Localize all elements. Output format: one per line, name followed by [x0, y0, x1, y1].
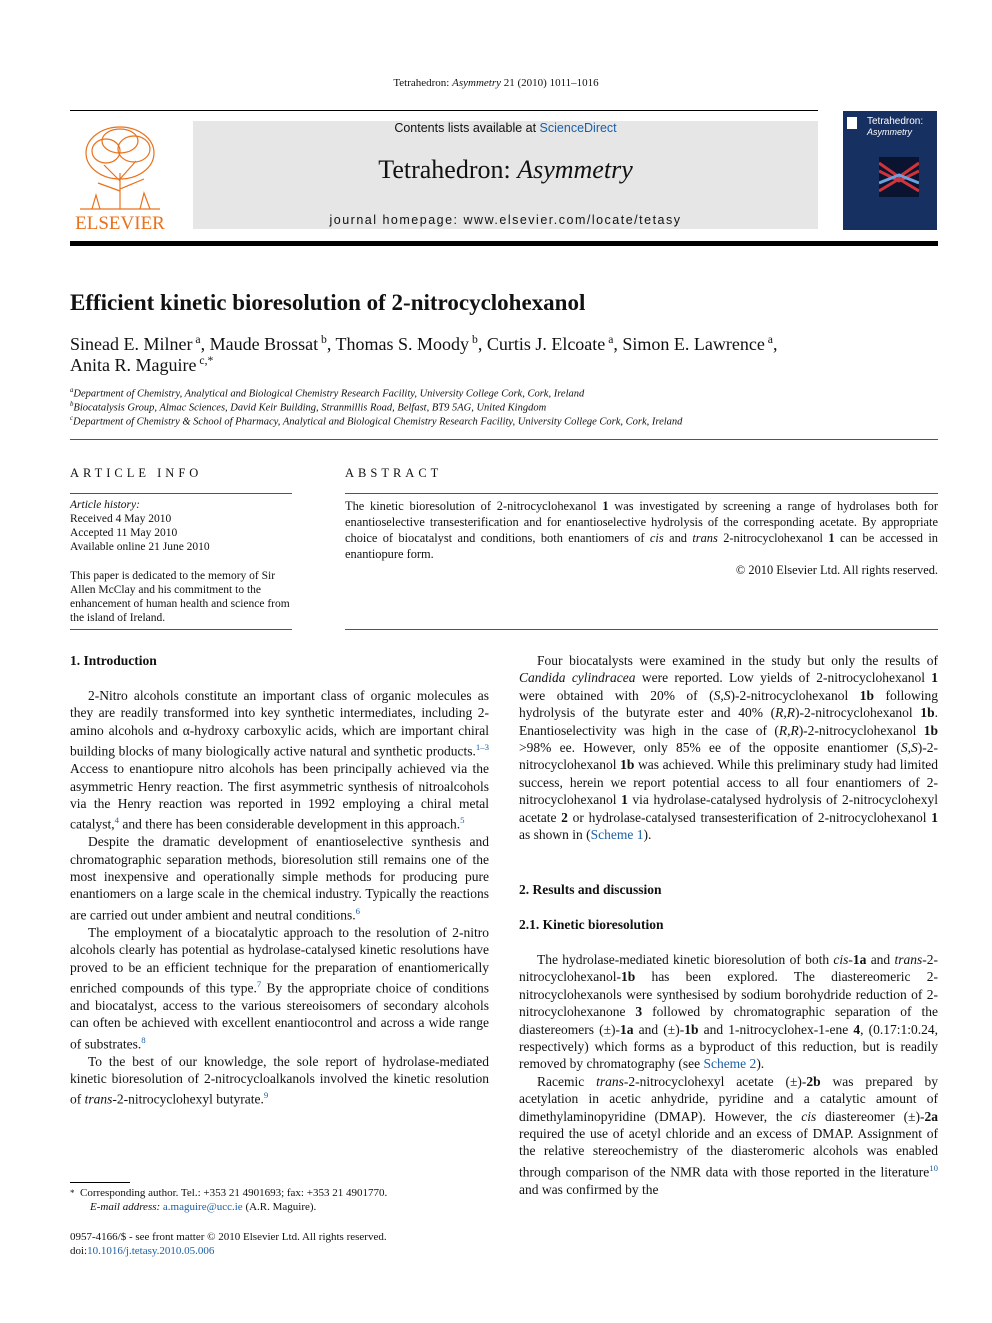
article-info-heading: ARTICLE INFO [70, 466, 203, 480]
article-info-rule [70, 493, 292, 494]
affiliation-rule [70, 439, 938, 440]
journal-cover [843, 111, 937, 230]
elsevier-tree-icon [70, 121, 170, 233]
abstract-rule [345, 493, 938, 494]
author-list-line2: Anita R. Maguire $^{c,*}$ [70, 354, 214, 375]
journal-citation: Tetrahedron: Asymmetry 21 (2010) 1011–1016 [393, 77, 599, 89]
dedication: This paper is dedicated to the memory of Sir Allen McClay and his commitment to the enhancement of human health and science from the island of Ireland. [70, 570, 290, 624]
affiliation-c: $^c$Department of Chemistry & School of Pharmacy, Analytical and Biological Chemistry Research Facility, University College Cork, Cork, Ireland [70, 415, 683, 428]
journal-name: Tetrahedron: Asymmetry [378, 155, 633, 184]
journal-homepage: journal homepage: www.elsevier.com/locate/tetasy [329, 213, 682, 227]
author-name[interactable]: Thomas S. Moody [335, 334, 470, 354]
author-name[interactable]: Anita R. Maguire [70, 355, 197, 375]
abstract-text: The kinetic bioresolution of 2-nitrocyclohexanol 1 was investigated by screening a range of hydrolases both for enantioselective transesterification and for enantioselective hydrolysis of the corresponding acetate. By appropriate choice of biocatalyst and conditions, both enantiomers of cis and trans 2-nitrocyclohexanol 1 can be accessed in enantiopure form. [345, 499, 938, 561]
journal-banner [193, 121, 818, 229]
article-history: Article history: Received 4 May 2010 Accepted 11 May 2010 Available online 21 June 2010 [70, 499, 210, 553]
right-col-body-2: The hydrolase-mediated kinetic bioresolution of both cis-1a and trans-2-nitrocyclohexanol-1b has been explored. The diastereomeric 2-nitrocyclohexanols were synthesised by sodium borohydride reduction of 2-nitrocyclohexanone 3 followed by chromatographic separation of the diastereomers (±)-1a and (±)-1b and 1-nitrocyclohex-1-ene 4, (0.17:1:0.24, respectively) which forms as a byproduct of this reduction, but is readily removed by chromatography (see Scheme 2). Racemic trans-2-nitrocyclohexyl acetate (±)-2b was prepared by acetylation in acetic anhydride, pyridine and a catalytic amount of dimethylaminopyridine (DMAP). However, the cis diastereomer (±)-2a required the use of acetyl chloride and an excess of DMAP. Assignment of the relative stereochemistry of the diasteromeric alcohols was enabled through comparison of the NMR data with those reported in the literature$^{10}$ and was confirmed by the [519, 952, 939, 1197]
header-top-rule [70, 110, 818, 111]
section-heading-results: 2. Results and discussion [519, 882, 662, 897]
abstract-heading: ABSTRACT [345, 466, 443, 480]
homepage-link[interactable]: www.elsevier.com/locate/tetasy [463, 213, 682, 227]
affiliation-a: $^a$Department of Chemistry, Analytical and Biological Chemistry Research Facility, University College Cork, Cork, Ireland [70, 387, 585, 400]
copyright: © 2010 Elsevier Ltd. All rights reserved. [735, 563, 938, 577]
cover-elsevier-mark [847, 117, 857, 129]
article-title: Efficient kinetic bioresolution of 2-nitrocyclohexanol [70, 290, 586, 315]
author-name[interactable]: Simon E. Lawrence [622, 334, 765, 354]
intro-body: 2-Nitro alcohols constitute an important class of organic molecules as they are readily transformed into key synthetic intermediates, including 2-amino alcohols and α-hydroxy carboxylic acids, which are important chiral building blocks of many biologically active natural and synthetic products.$^{1-3}$ Access to enantiopure nitro alcohols has been principally achieved via the asymmetric Henry reaction. The first asymmetric synthesis of nitroalcohols via the Henry reaction was reported in 1992 employing a chiral metal catalyst,$^4$ and there has been considerable development in this approach.$^5$ Despite the dramatic development of enantioselective synthesis and chromatographic separation methods, bioresolution still remains one of the most inexpensive and operationally simple methods for producing pure enantiomers on a large scale in the chemical industry. Typically the reactions are carried out under ambient and neutral conditions.$^6$ The employment of a biocatalytic approach to the resolution of 2-nitro alcohols clearly has potential as hydrolase-catalysed kinetic resolutions have proved to be an efficient technique for the preparation of enantiomerically enriched compounds of this type.$^7$ By the appropriate choice of conditions and biocatalyst, access to the various stereoisomers of secondary alcohols can often be achieved with excellent enantiocontrol and across a wide range of substrates.$^8$ To the best of our knowledge, the sole report of hydrolase-mediated kinetic bioresolution of 2-nitrocycloalkanols involved the kinetic resolution of trans-2-nitrocyclohexyl butyrate.$^9$ [70, 688, 489, 1107]
elsevier-logo [70, 121, 170, 233]
svg-text:ELSEVIER: ELSEVIER [75, 213, 165, 233]
article-info-bottom-rule [70, 629, 292, 630]
right-col-body-1: Four biocatalysts were examined in the study but only the results of Candida cylindracea were reported. Low yields of 2-nitrocyclohexanol 1 were obtained with 20% of (S,S)-2-nitrocyclohexanol 1b following hydrolysis of the butyrate ester and 40% (R,R)-2-nitrocyclohexanol 1b. Enantioselectivity was high in the case of (R,R)-2-nitrocyclohexanol 1b >98% ee. However, only 85% ee of the opposite enantiomer (S,S)-2-nitrocyclohexanol 1b was achieved. While this preliminary study had limited success, herein we report potential access to all four enantiomers of 2-nitrocyclohexanol 1 via hydrolase-catalysed hydrolysis of 2-nitrocyclohexyl acetate 2 or hydrolase-catalysed transesterification of 2-nitrocyclohexanol 1 as shown in (Scheme 1). [519, 653, 939, 843]
cover-title: Tetrahedron: Asymmetry [867, 116, 924, 137]
header-thick-rule [70, 241, 938, 246]
email-link[interactable]: a.maguire@ucc.ie [162, 1201, 243, 1213]
cover-artwork-icon [879, 157, 919, 197]
author-name[interactable]: Curtis J. Elcoate [486, 334, 606, 354]
contents-line: Contents lists available at ScienceDirect [394, 121, 617, 135]
doi-link[interactable]: 10.1016/j.tetasy.2010.05.006 [87, 1245, 215, 1257]
author-name[interactable]: Sinead E. Milner [70, 334, 193, 354]
affiliation-b: $^b$Biocatalysis Group, Almac Sciences, David Keir Building, Stranmillis Road, Belfast, BT9 5AG, United Kingdom [70, 401, 547, 414]
abstract-bottom-rule [345, 629, 938, 630]
author-list-line1: Sinead E. Milner $^a$, Maude Brossat $^b$, Thomas S. Moody $^b$, Curtis J. Elcoate $^a$, Simon E. Lawrence $^a$, [70, 333, 778, 354]
author-name[interactable]: Maude Brossat [209, 334, 319, 354]
footnote: * Corresponding author. Tel.: +353 21 4901693; fax: +353 21 4901770. E-mail address: a.maguire@ucc.ie (A.R. Maguire). [70, 1187, 388, 1213]
issn-doi: 0957-4166/$ - see front matter © 2010 Elsevier Ltd. All rights reserved. doi:10.1016/j.tetasy.2010.05.006 [70, 1231, 387, 1257]
sciencedirect-link[interactable]: ScienceDirect [539, 121, 617, 135]
subsection-heading-kinetic: 2.1. Kinetic bioresolution [519, 917, 664, 932]
footnote-rule [70, 1182, 130, 1183]
section-heading-intro: 1. Introduction [70, 653, 157, 668]
